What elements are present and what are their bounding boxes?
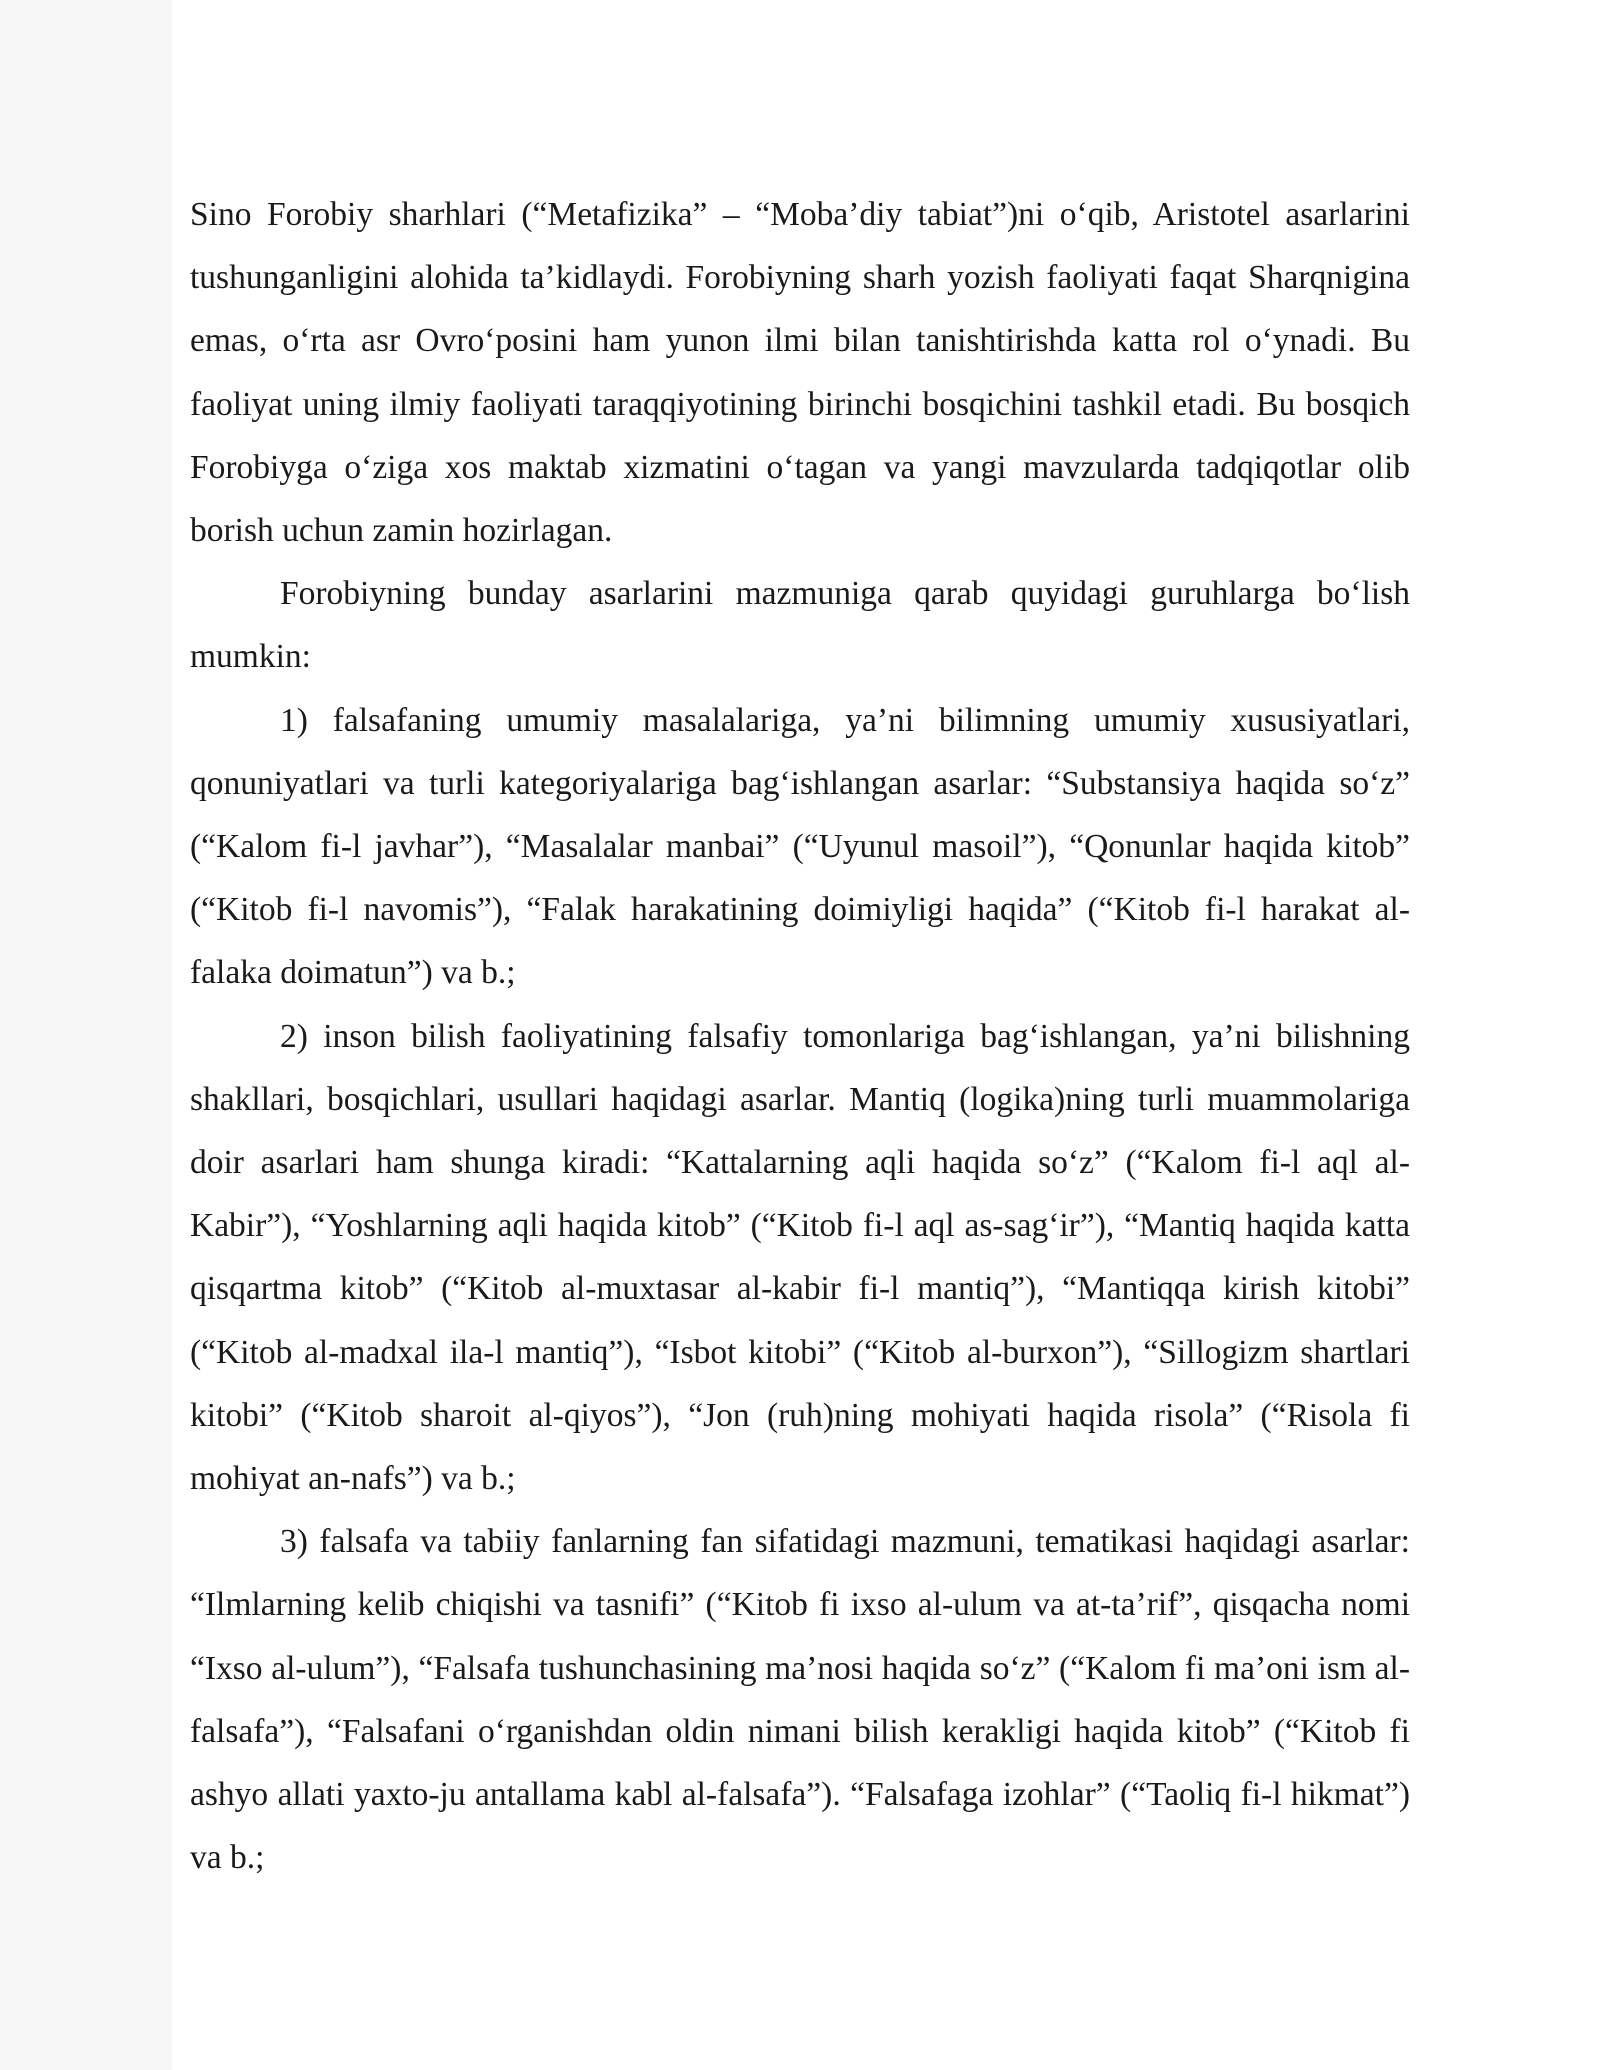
paragraph-group-1: 1) falsafaning umumiy masalalariga, ya’ni bilimning umumiy xususiyatlari, qonuniyatlari va turli kategoriyalariga bag‘ishlangan asarlar: “Substansiya haqida so‘z” (“Kalom fi-l javhar”), “Masalalar manbai” (“Uyunul masoil”), “Qonunlar haqida kitob” (“Kitob fi-l navomis”), “Falak harakatining doimiyligi haqida” (“Kitob fi-l harakat al-falaka doimatun”) va b.; <box>190 701 1410 992</box>
paragraph-intro: Sino Forobiy sharhlari (“Metafizika” – “Moba’diy tabiat”)ni o‘qib, Aristotel asarlarini tushunganligini alohida ta’kidlaydi. Forobiyning sharh yozish faoliyati faqat Sharqnigina emas, o‘rta asr Ovro‘posini ham yunon ilmi bilan tanishtirishda katta rol o‘ynadi. Bu faoliyat uning ilmiy faoliyati taraqqiyotining birinchi bosqichini tashkil etadi. Bu bosqich Forobiyga o‘ziga xos maktab xizmatini o‘tagan va yangi mavzularda tadqiqotlar olib borish uchun zamin hozirlagan. <box>190 196 1410 550</box>
paragraph-group-2: 2) inson bilish faoliyatining falsafiy tomonlariga bag‘ishlangan, ya’ni bilishning shakllari, bosqichlari, usullari haqidagi asarlar. Mantiq (logika)ning turli muammolariga doir asarlari ham shunga kiradi: “Kattalarning aqli haqida so‘z” (“Kalom fi-l aql al-Kabir”), “Yoshlarning aqli haqida kitob” (“Kitob fi-l aql as-sag‘ir”), “Mantiq haqida katta qisqartma kitob” (“Kitob al-muxtasar al-kabir fi-l mantiq”), “Mantiqqa kirish kitobi” (“Kitob al-madxal ila-l mantiq”), “Isbot kitobi” (“Kitob al-burxon”), “Sillogizm shartlari kitobi” (“Kitob sharoit al-qiyos”), “Jon (ruh)ning mohiyati haqida risola” (“Risola fi mohiyat an-nafs”) va b.; <box>190 1017 1410 1498</box>
paragraph-group-3: 3) falsafa va tabiiy fanlarning fan sifatidagi mazmuni, tematikasi haqidagi asarlar: “Ilmlarning kelib chiqishi va tasnifi” (“Kitob fi ixso al-ulum va at-ta’rif”, qisqacha nomi “Ixso al-ulum”), “Falsafa tushunchasining ma’nosi haqida so‘z” (“Kalom fi ma’oni ism al-falsafa”), “Falsafani o‘rganishdan oldin nimani bilish kerakligi haqida kitob” (“Kitob fi ashyo allati yaxto-ju antallama kabl al-falsafa”). “Falsafaga izohlar” (“Taoliq fi-l hikmat”) va b.; <box>190 1523 1410 1877</box>
page-margin-shade <box>0 0 172 2070</box>
paragraph-grouping: Forobiyning bunday asarlarini mazmuniga qarab quyidagi guruhlarga bo‘lish mumkin: <box>190 575 1410 676</box>
document-body <box>190 183 1410 1889</box>
